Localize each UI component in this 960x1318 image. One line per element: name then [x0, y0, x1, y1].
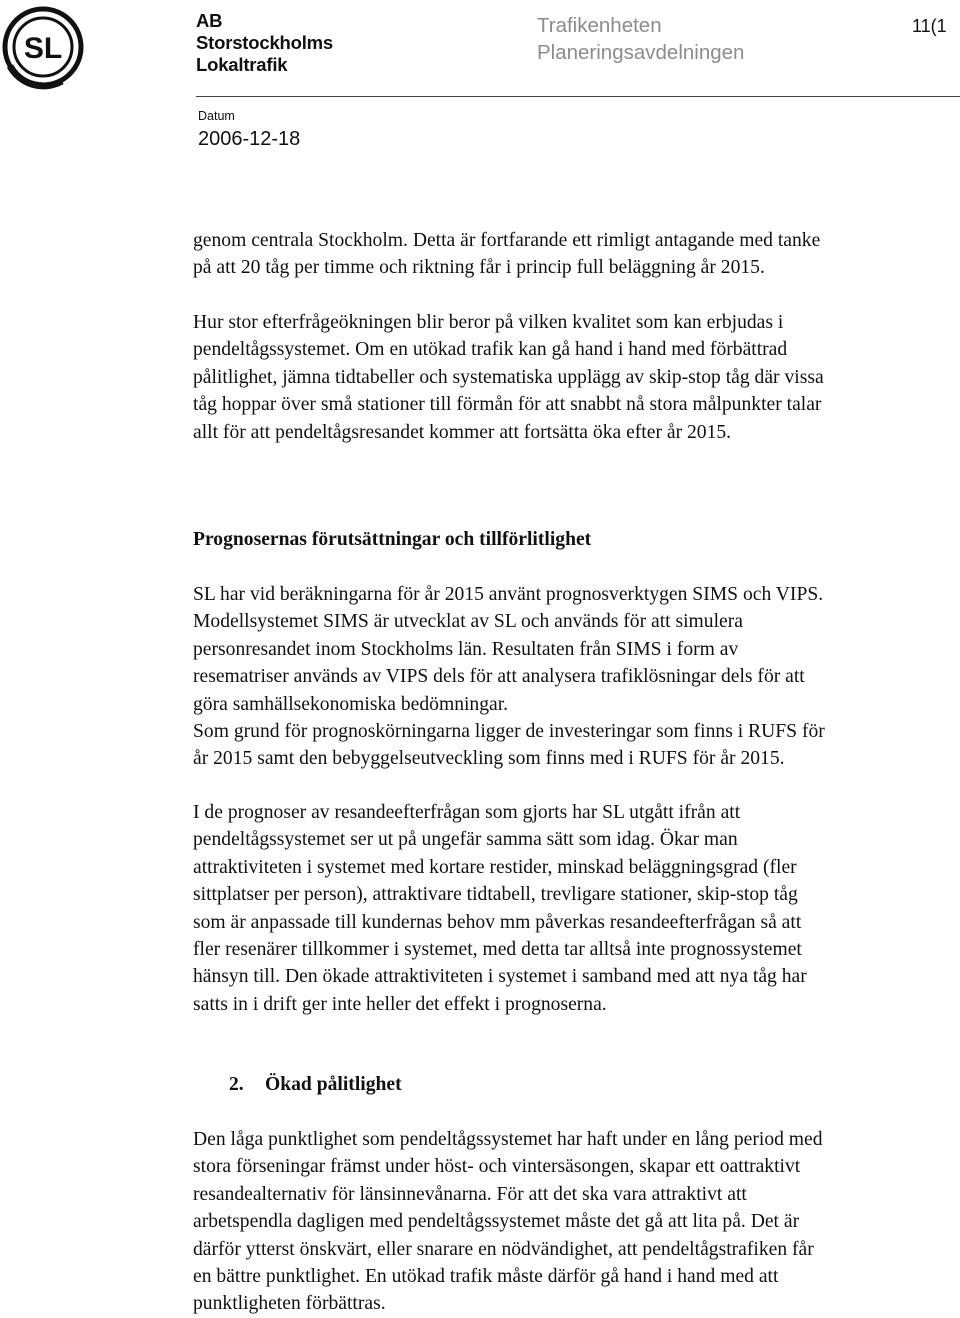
section-heading: Prognosernas förutsättningar och tillförlitlighet — [193, 529, 592, 550]
text-line: därför ytterst önskvärt, eller snarare en nödvändighet, att pendeltågstrafiken får — [193, 1238, 814, 1260]
text-line: stora förseningar främst under höst- och vintersäsongen, skapar ett oattraktivt — [193, 1156, 801, 1178]
logo-text: SL — [23, 32, 63, 65]
paragraph-1 — [193, 227, 960, 282]
text-line: göra samhällsekonomiska bedömningar. — [193, 693, 509, 715]
text-line: Som grund för prognoskörningarna ligger de investeringar som finns i RUFS för — [193, 721, 825, 743]
text-line: satts in i drift ger inte heller det effekt i prognoserna. — [193, 993, 607, 1015]
page-number: 11(1 — [912, 16, 947, 36]
text-line: punktligheten förbättras. — [193, 1293, 386, 1315]
company-name — [196, 10, 333, 76]
department — [537, 12, 744, 66]
paragraph-2 — [193, 309, 960, 446]
paragraph-4 — [193, 799, 960, 1018]
date-label: Datum — [198, 109, 235, 123]
header-divider — [196, 96, 960, 97]
text-line: arbetspendla dagligen med pendeltågssystemet måste det gå att lita på. Det är — [193, 1211, 800, 1233]
department-line: Trafikenheten — [537, 14, 662, 37]
paragraph-3 — [193, 581, 960, 773]
company-line: Storstockholms — [196, 32, 334, 53]
text-line: fler resenärer tillkommer i systemet, med detta tar alltså inte prognossystemet — [193, 939, 802, 961]
text-line: allt för att pendeltågsresandet kommer att fortsätta öka efter år 2015. — [193, 421, 732, 443]
text-line: personresandet inom Stockholms län. Resultaten från SIMS i form av — [193, 638, 739, 660]
text-line: genom centrala Stockholm. Detta är fortfarande ett rimligt antagande med tanke — [193, 230, 821, 251]
date-value: 2006-12-18 — [198, 128, 301, 150]
text-line: tåg hoppar över små stationer till förmån för att snabbt nå stora målpunkter talar — [193, 394, 822, 416]
section-number: 2. — [229, 1074, 244, 1095]
text-line: år 2015 samt den bebyggelseutveckling som finns med i RUFS för år 2015. — [193, 748, 785, 770]
text-line: pålitlighet, jämna tidtabeller och systematiska upplägg av skip-stop tåg där vissa — [193, 366, 824, 388]
text-line: sittplatser per person), attraktivare tidtabell, trevligare stationer, skip-stop tåg — [193, 884, 798, 906]
text-line: pendeltågssystemet ser ut på ungefär samma sätt som idag. Ökar man — [193, 829, 738, 851]
company-line: Lokaltrafik — [196, 54, 288, 75]
section-heading: Ökad pålitlighet — [265, 1074, 402, 1095]
text-line: SL har vid beräkningarna för år 2015 använt prognosverktygen SIMS och VIPS. — [193, 584, 824, 605]
text-line: hänsyn till. Den ökade attraktiviteten i systemet i samband med att nya tåg har — [193, 966, 807, 988]
text-line: pendeltågssystemet. Om en utökad trafik kan gå hand i hand med förbättrad — [193, 339, 788, 361]
text-line: resematriser används av VIPS dels för att analysera trafiklösningar dels för att — [193, 666, 805, 688]
text-line: I de prognoser av resandeefterfrågan som gjorts har SL utgått ifrån att — [193, 802, 741, 823]
text-line: på att 20 tåg per timme och riktning får i princip full beläggning år 2015. — [193, 257, 765, 279]
sl-logo — [0, 4, 86, 90]
department-line: Planeringsavdelningen — [537, 41, 745, 64]
text-line: en bättre punktlighet. En utökad trafik måste därför gå hand i hand med att — [193, 1266, 779, 1288]
text-line: Hur stor efterfrågeökningen blir beror på vilken kvalitet som kan erbjudas i — [193, 312, 784, 333]
text-line: resandealternativ för länsinnevånarna. För att det ska vara attraktivt att — [193, 1183, 747, 1205]
text-line: attraktiviteten i systemet med kortare restider, minskad beläggningsgrad (fler — [193, 856, 797, 878]
text-line: Den låga punktlighet som pendeltågssystemet har haft under en lång period med — [193, 1129, 823, 1150]
company-line: AB — [196, 10, 223, 31]
text-line: som är anpassade till kundernas behov mm påverkas resandeefterfrågan så att — [193, 911, 802, 933]
text-line: Modellsystemet SIMS är utvecklat av SL och används för att simulera — [193, 611, 743, 633]
paragraph-5 — [193, 1126, 960, 1318]
